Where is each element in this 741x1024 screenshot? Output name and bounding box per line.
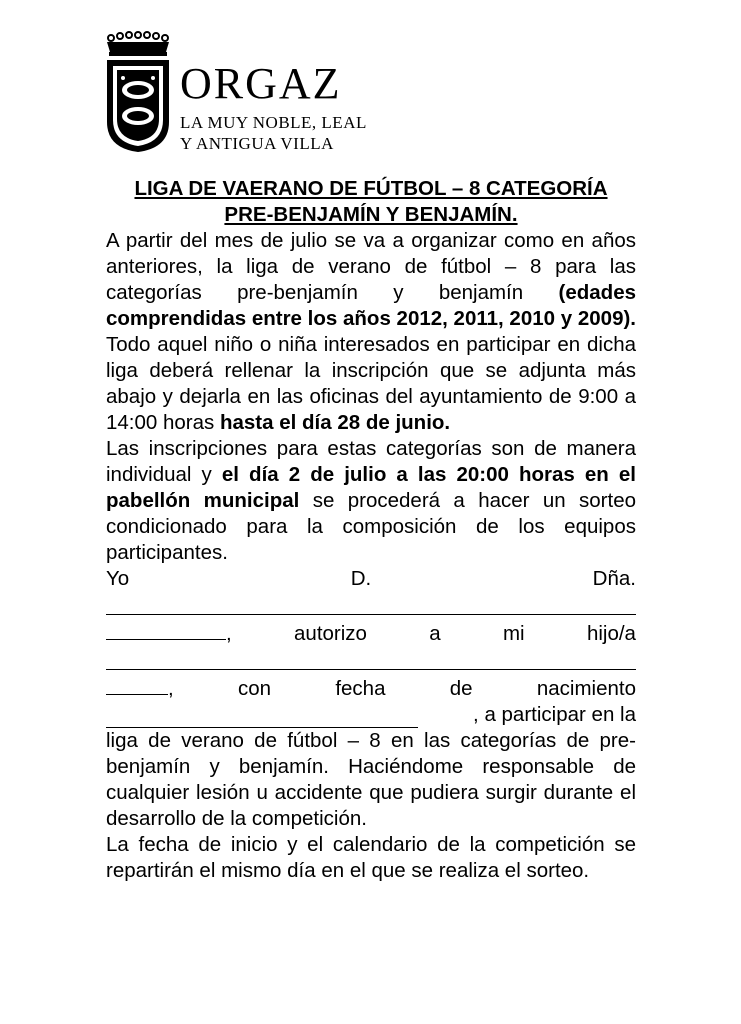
form-dna: Dña. — [592, 567, 636, 590]
title-line-1: LIGA DE VAERANO DE FÚTBOL – 8 CATEGORÍA — [134, 177, 608, 200]
form-row-name — [106, 566, 636, 592]
intro-bold-deadline: hasta el día 28 de junio. — [219, 411, 451, 434]
form-mi: mi — [502, 622, 525, 645]
authorization-form — [106, 566, 636, 832]
coat-of-arms-icon — [103, 30, 173, 155]
paragraph-calendar: La fecha de inicio y el calendario de la competición se repartirán el mismo día en el que se realiza el sorteo. — [106, 833, 636, 882]
intro-text-a: A partir del mes de julio se va a organizar como en años anteriores, la liga de verano de fútbol – 8 para las categorías pre-benjamín y benjamín — [106, 229, 636, 304]
birthdate-blank[interactable] — [106, 707, 418, 728]
form-autorizo: autorizo — [294, 622, 367, 645]
form-rest: liga de verano de fútbol – 8 en las categorías de pre-benjamín y benjamín. Haciéndome responsable de cualquier lesión u accidente que pudiera surgir durante el desarrollo de la competición. — [106, 729, 636, 830]
form-participar: , a participar en la — [473, 703, 636, 726]
form-yo: Yo — [106, 567, 130, 590]
form-comma: , — [226, 622, 232, 645]
paragraph-draw — [106, 436, 636, 566]
parent-name-blank[interactable] — [106, 592, 636, 615]
letterhead — [103, 30, 403, 155]
title-line-2: PRE-BENJAMÍN Y BENJAMÍN. — [224, 203, 518, 226]
document-title — [106, 176, 636, 228]
form-row-autorizo — [106, 619, 636, 647]
child-name-blank-end[interactable] — [106, 674, 168, 695]
form-row-fecha — [106, 674, 636, 702]
paragraph-intro — [106, 228, 636, 436]
form-comma-2: , — [168, 677, 174, 700]
form-d: D. — [350, 567, 372, 590]
intro-bold-ages: (edades comprendidas entre los años 2012, 2011, 2010 y 2009). — [106, 281, 636, 330]
draw-text-a: Las inscripciones para estas categorías son de manera individual y — [106, 437, 636, 486]
child-name-blank[interactable] — [106, 647, 636, 670]
form-row-participar — [106, 702, 636, 728]
motto-line-1: LA MUY NOBLE, LEAL — [180, 113, 367, 132]
form-a: a — [429, 622, 441, 645]
motto — [180, 112, 367, 154]
document-body — [106, 176, 636, 884]
parent-name-blank-end[interactable] — [106, 619, 226, 640]
draw-text-b: se procederá a hacer un sorteo condicionado para la composición de los equipos participantes. — [106, 489, 636, 564]
form-hijo: hijo/a — [586, 622, 636, 645]
form-fecha: fecha — [335, 677, 386, 700]
form-con: con — [237, 677, 272, 700]
motto-line-2: Y ANTIGUA VILLA — [180, 134, 334, 153]
brand — [180, 59, 367, 154]
form-nacimiento: nacimiento — [536, 677, 636, 700]
form-de: de — [449, 677, 473, 700]
draw-bold-date: el día 2 de julio a las 20:00 horas en el pabellón municipal — [106, 463, 636, 512]
town-name: ORGAZ — [180, 59, 342, 108]
intro-text-b: Todo aquel niño o niña interesados en participar en dicha liga deberá rellenar la inscripción que se adjunta más abajo y dejarla en las oficinas del ayuntamiento de 9:00 a 14:00 horas — [106, 333, 636, 434]
